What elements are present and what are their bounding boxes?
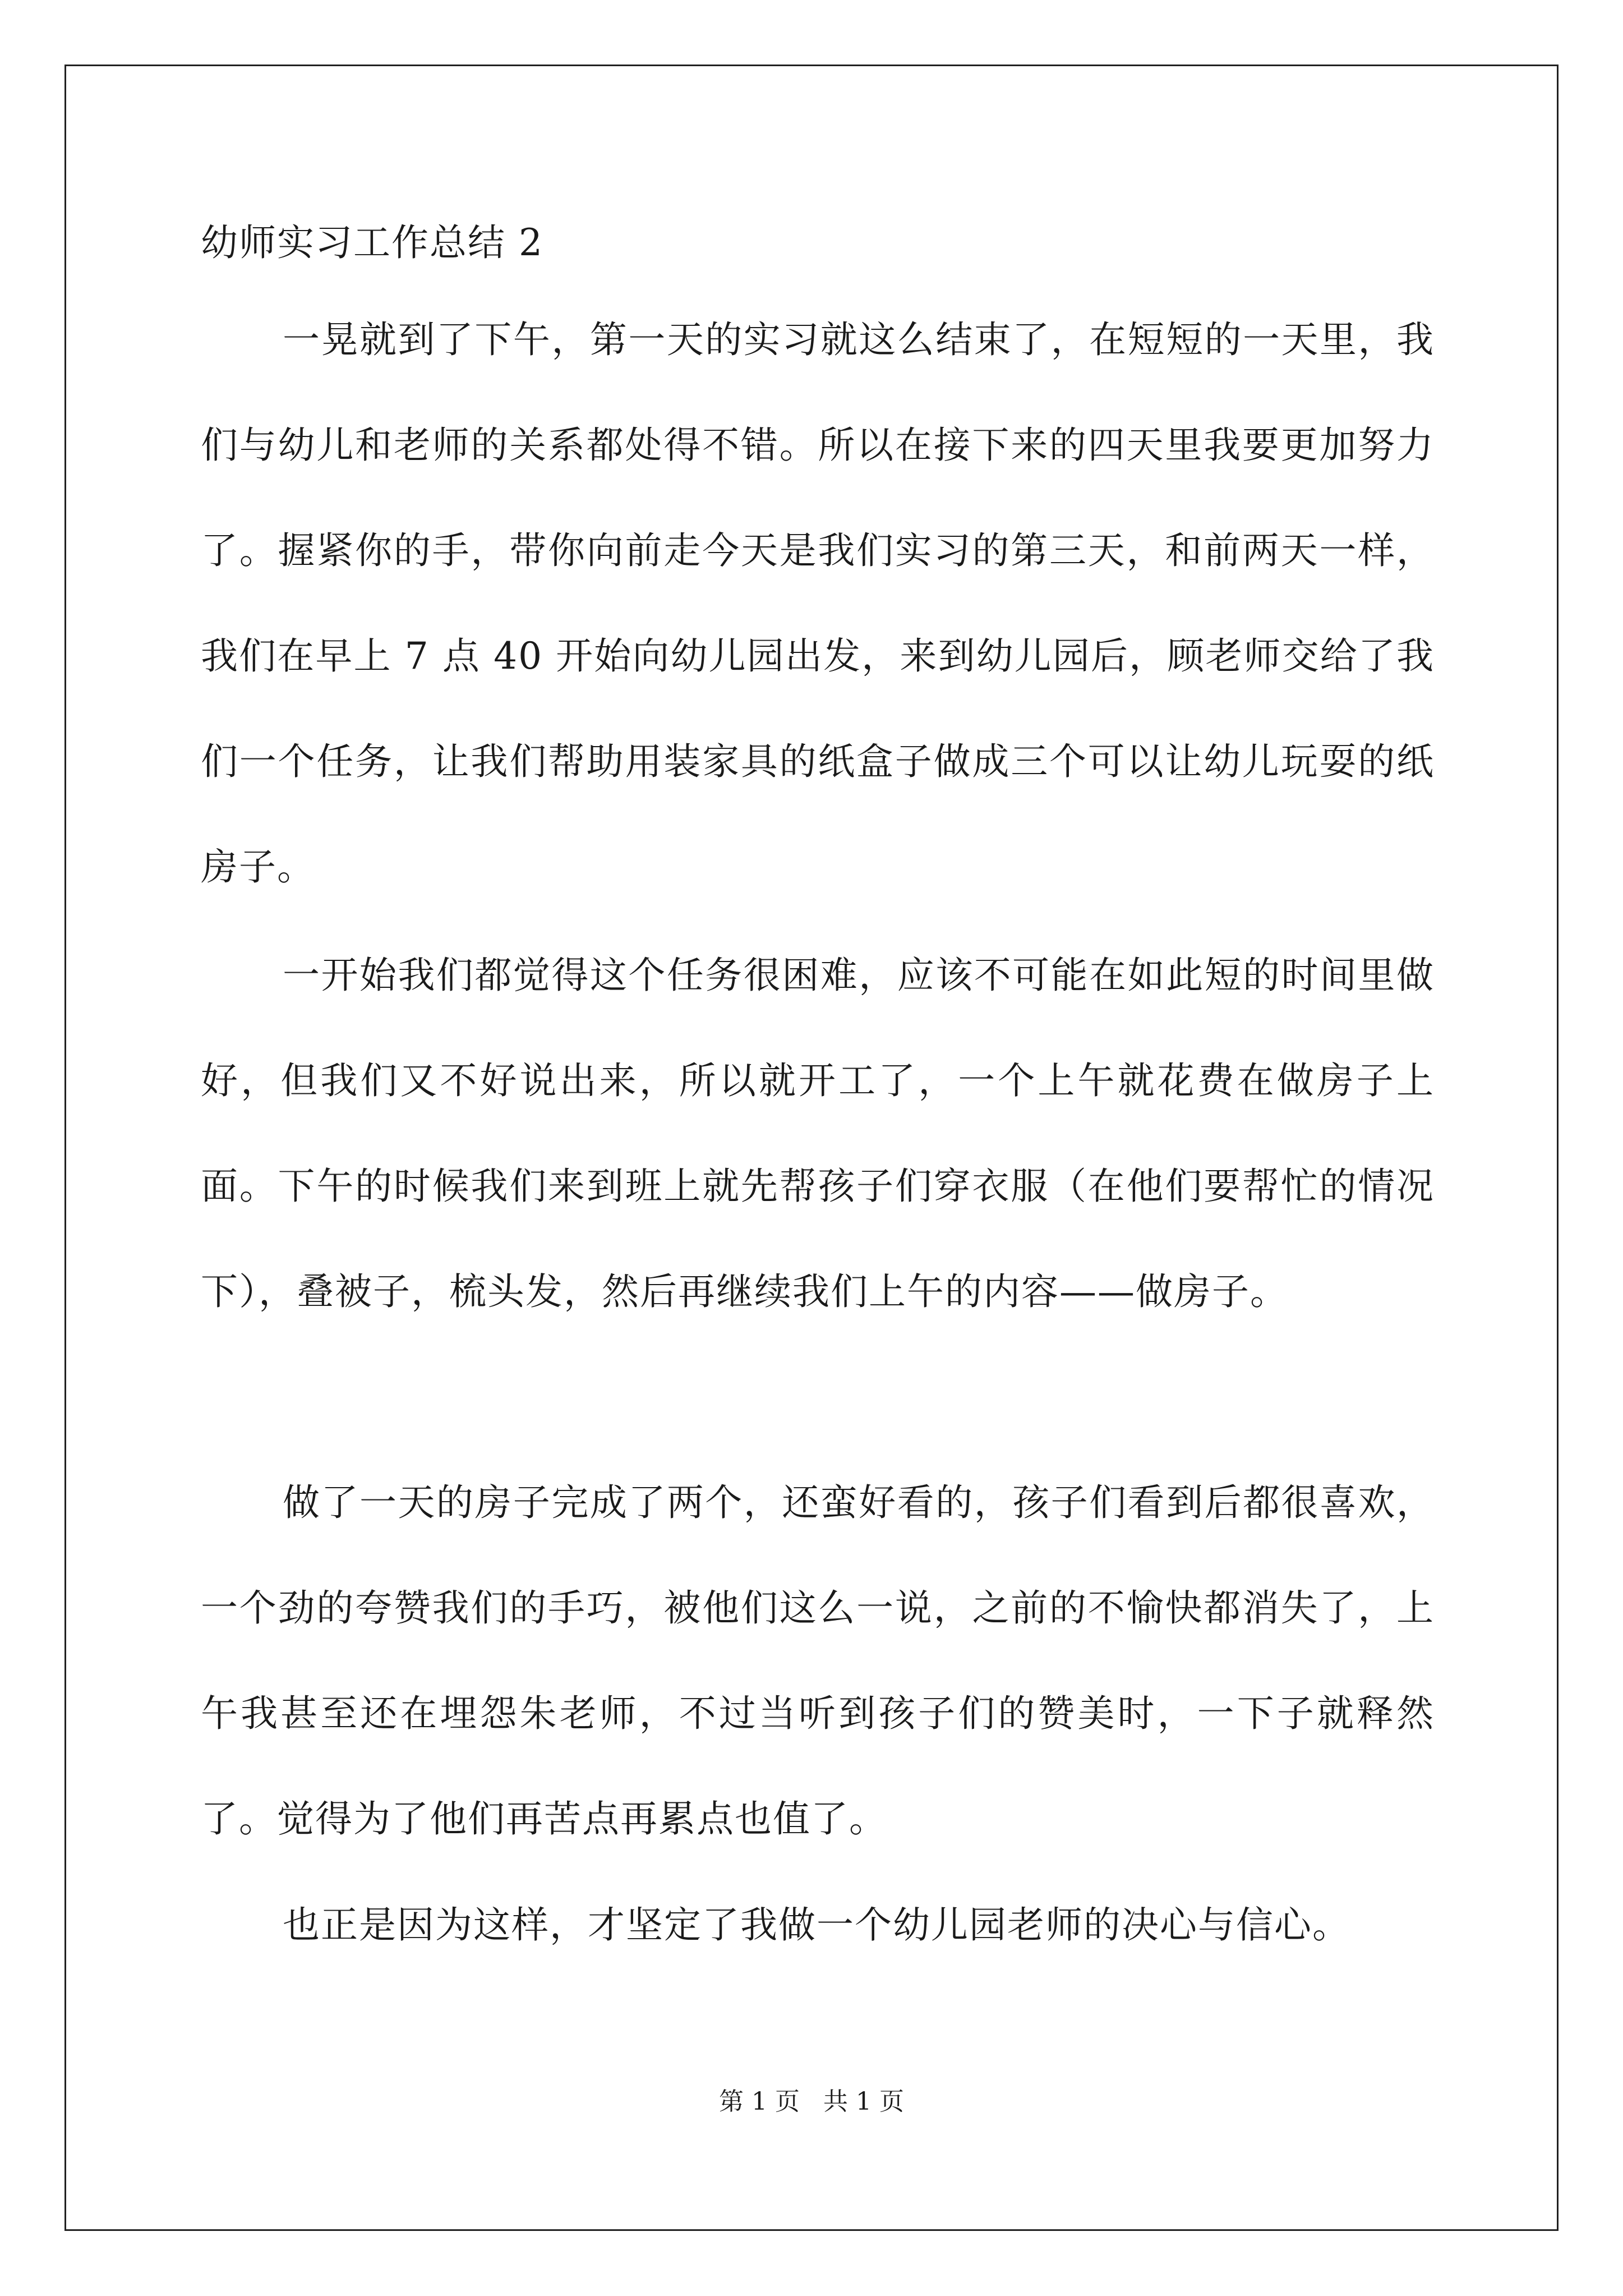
paragraph-1: 一晃就到了下午，第一天的实习就这么结束了，在短短的一天里，我们与幼儿和老师的关系都处得不错。所以在接下来的四天里我要更加努力了。握紧你的手，带你向前走今天是我们实习的第三天，和前两天一样，我们在早上 7 点 40 开始向幼儿园出发，来到幼儿园后，顾老师交给了我们一个任务，让我们帮助用装家具的纸盒子做成三个可以让幼儿玩耍的纸房子。 [201, 318, 1435, 889]
paragraph-4: 也正是因为这样，才坚定了我做一个幼儿园老师的决心与信心。 [283, 1903, 1350, 1947]
paragraph-2: 一开始我们都觉得这个任务很困难，应该不可能在如此短的时间里做好，但我们又不好说出来，所以就开工了，一个上午就花费在做房子上面。下午的时候我们来到班上就先帮孩子们穿衣服（在他们要帮忙的情况下），叠被子，梳头发，然后再继续我们上午的内容——做房子。 [201, 954, 1435, 1313]
document-title: 幼师实习工作总结 2 [201, 221, 543, 264]
paragraph-3: 做了一天的房子完成了两个，还蛮好看的，孩子们看到后都很喜欢，一个劲的夸赞我们的手巧，被他们这么一说，之前的不愉快都消失了，上午我甚至还在埋怨朱老师，不过当听到孩子们的赞美时，一下子就释然了。觉得为了他们再苦点再累点也值了。 [201, 1481, 1435, 1841]
page-footer: 第 1 页 共 1 页 [719, 2087, 904, 2116]
